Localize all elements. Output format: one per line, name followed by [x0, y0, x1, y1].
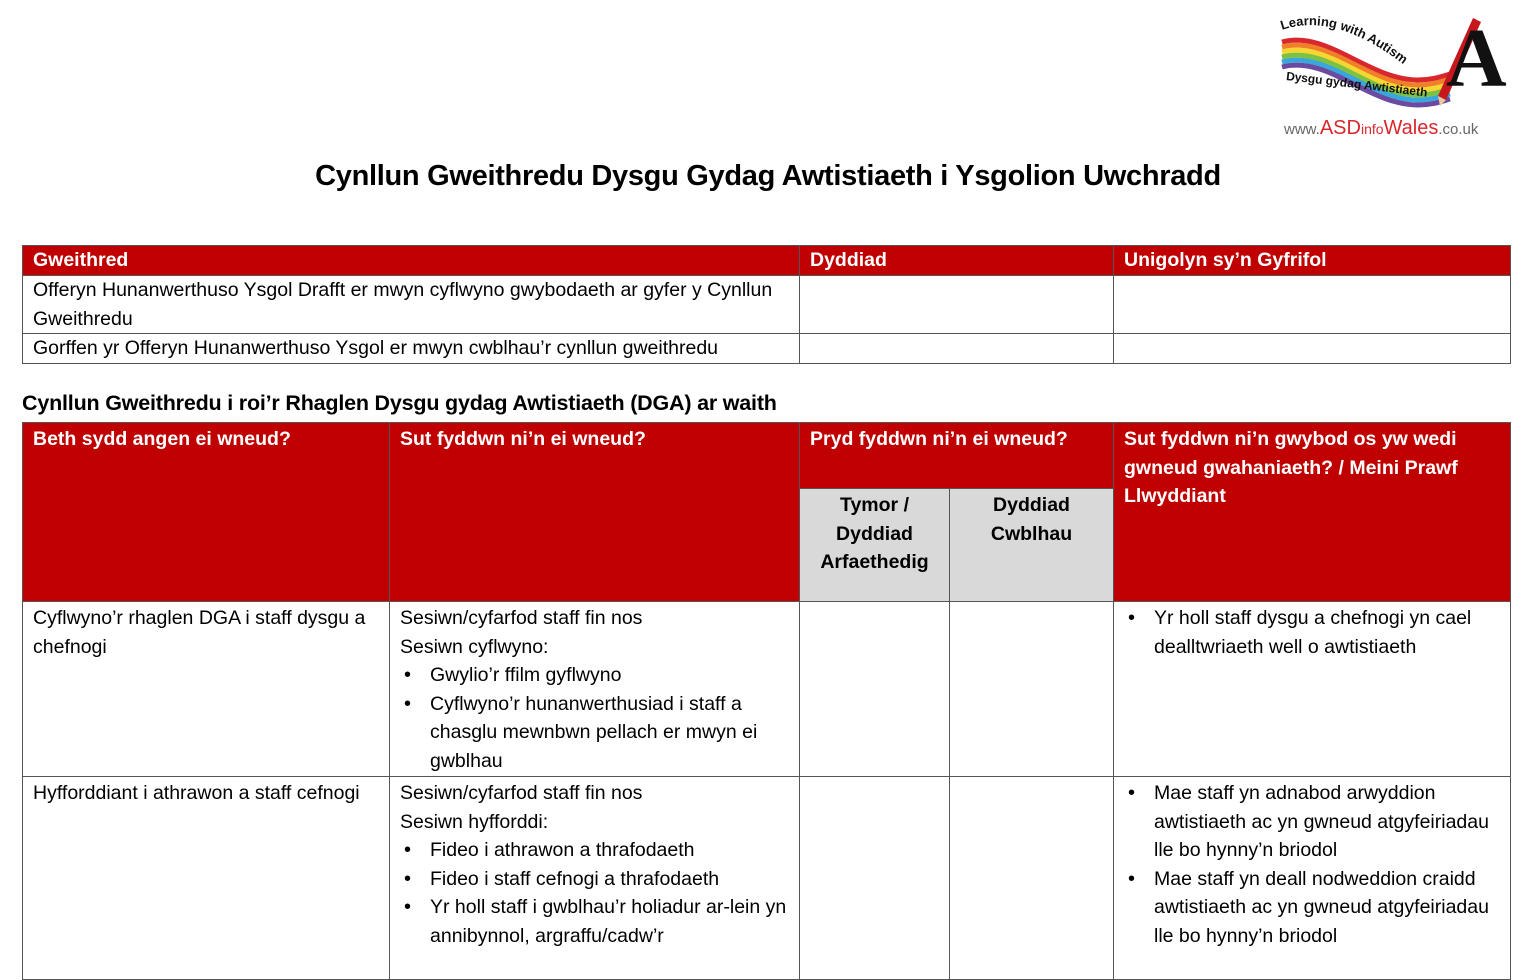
list-item: • Fideo i athrawon a thrafodaeth — [430, 836, 789, 865]
how-line: Sesiwn cyflwyno: — [400, 635, 549, 658]
action-cell: Gorffen yr Offeryn Hunanwerthuso Ysgol er mwyn cwblhau’r cynllun gweithredu — [23, 334, 800, 364]
logo-url: www.ASDinfoWales.co.uk — [1284, 117, 1479, 139]
what-cell: Hyfforddiant i athrawon a staff cefnogi — [23, 777, 390, 980]
section-heading: Cynllun Gweithredu i roi’r Rhaglen Dysgu gydag Awtistiaeth (DGA) ar waith — [22, 391, 777, 415]
logo-letter: A — [1446, 12, 1507, 105]
how-line: Sesiwn/cyfarfod staff fin nos — [400, 607, 643, 629]
list-item: • Mae staff yn adnabod arwyddion awtistiaeth ac yn gwneud atgyfeiriadau lle bo hynny’n briodol — [1154, 779, 1500, 865]
how-cell — [390, 777, 800, 980]
criteria-list — [1124, 604, 1500, 661]
responsible-cell[interactable] — [1114, 334, 1511, 364]
logo-graphic — [1268, 0, 1508, 146]
action-plan-table — [22, 422, 1511, 980]
table-row — [23, 276, 1511, 334]
header-planned-date: Tymor / Dyddiad Arfaethedig — [800, 489, 950, 602]
logo-line1: Learning with Autism — [1278, 13, 1411, 67]
list-item: • Mae staff yn deall nodweddion craidd awtistiaeth ac yn gwneud atgyfeiriadau lle bo hynny’n briodol — [1154, 865, 1500, 951]
header-completed-date: Dyddiad Cwblhau — [950, 489, 1114, 602]
action-cell: Offeryn Hunanwerthuso Ysgol Drafft er mwyn cyflwyno gwybodaeth ar gyfer y Cynllun Gweithredu — [23, 276, 800, 334]
completed-date-cell[interactable] — [950, 777, 1114, 980]
completed-date-cell[interactable] — [950, 602, 1114, 777]
header-what: Beth sydd angen ei wneud? — [23, 423, 390, 602]
what-cell: Cyflwyno’r rhaglen DGA i staff dysgu a chefnogi — [23, 602, 390, 777]
actions-table — [22, 245, 1511, 364]
how-list — [400, 661, 789, 775]
list-item: • Yr holl staff dysgu a chefnogi yn cael dealltwriaeth well o awtistiaeth — [1154, 604, 1500, 661]
how-line: Sesiwn/cyfarfod staff fin nos — [400, 782, 643, 804]
list-item: • Gwylio’r ffilm gyflwyno — [430, 661, 789, 690]
table-header-row — [23, 246, 1511, 276]
planned-date-cell[interactable] — [800, 602, 950, 777]
date-cell[interactable] — [800, 276, 1114, 334]
header-dyddiad: Dyddiad — [800, 246, 1114, 276]
document-title: Cynllun Gweithredu Dysgu Gydag Awtistiaeth i Ysgolion Uwchradd — [315, 160, 1221, 192]
header-success-criteria: Sut fyddwn ni’n gwybod os yw wedi gwneud gwahaniaeth? / Meini Prawf Llwyddiant — [1114, 423, 1511, 602]
criteria-cell — [1114, 602, 1511, 777]
how-line: Sesiwn hyfforddi: — [400, 810, 549, 833]
header-gweithred: Gweithred — [23, 246, 800, 276]
table-row — [23, 602, 1511, 777]
planned-date-cell[interactable] — [800, 777, 950, 980]
list-item: • Cyflwyno’r hunanwerthusiad i staff a chasglu mewnbwn pellach er mwyn ei gwblhau — [430, 690, 789, 776]
date-cell[interactable] — [800, 334, 1114, 364]
header-how: Sut fyddwn ni’n ei wneud? — [390, 423, 800, 602]
asd-info-wales-logo — [1268, 0, 1508, 146]
header-when: Pryd fyddwn ni’n ei wneud? — [800, 423, 1114, 489]
list-item: • Yr holl staff i gwblhau’r holiadur ar-lein yn annibynnol, argraffu/cadw’r — [430, 893, 789, 950]
responsible-cell[interactable] — [1114, 276, 1511, 334]
criteria-list — [1124, 779, 1500, 950]
table-row — [23, 777, 1511, 980]
criteria-cell — [1114, 777, 1511, 980]
how-cell — [390, 602, 800, 777]
table-header-row — [23, 423, 1511, 489]
how-list — [400, 836, 789, 950]
logo-line2: Dysgu gydag Awtistiaeth — [1285, 69, 1429, 100]
table-row — [23, 334, 1511, 364]
list-item: • Fideo i staff cefnogi a thrafodaeth — [430, 865, 789, 894]
header-unigolyn: Unigolyn sy’n Gyfrifol — [1114, 246, 1511, 276]
